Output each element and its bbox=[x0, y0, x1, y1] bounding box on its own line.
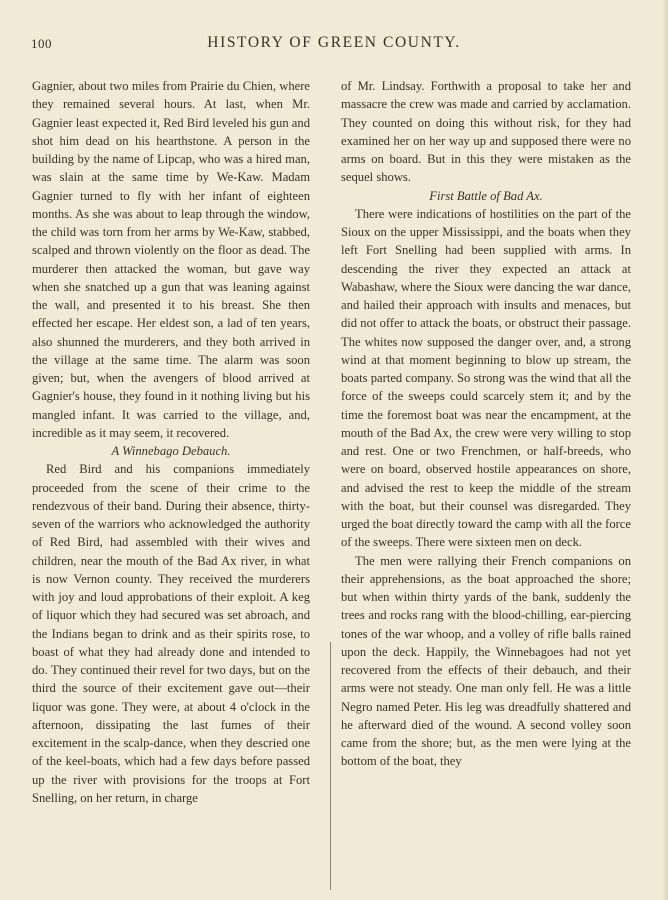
page-edge-shadow bbox=[662, 0, 668, 900]
paragraph: There were indications of hostilities on the part of the Sioux on the upper Mississippi, and the boats when they left Fort Snelling had been supplied with arms. In descending the river they expected an attack at Wabashaw, where the Sioux were dancing the war dance, and hailed their approach with insults and menaces, but did not offer to attack the boats, or obstruct their passage. The whites now supposed the danger over, and, a strong wind at that moment beginning to blow up stream, the boats parted company. So strong was the wind that all the force of the sweeps could scarcely stem it; and by the time the foremost boat was near the encampment, at the mouth of the Bad Ax, the crew were very willing to stop and rest. One or two Frenchmen, or half-breeds, who were on board, observed hostile appearances on shore, and advised the rest to keep the middle of the stream with the boat, but their counsel was disregarded. They urged the boat directly toward the camp with all the force of the sweeps. There were sixteen men on deck. bbox=[341, 206, 631, 550]
running-title: HISTORY OF GREEN COUNTY. bbox=[207, 34, 461, 51]
section-title: A Winnebago Debauch. bbox=[111, 444, 231, 458]
paragraph: Red Bird and his companions immediately proceeded from the scene of their crime to the rendezvous of their band. During their absence, thirty-seven of the warriors who acknowledged the authority of Red Bird, had assembled with their wives and children, near the mouth of the Bad Ax river, in what is now Vernon county. They received the murderers with joy and loud approbations of their exploit. A keg of liquor which they had secured was set abroach, and the Indians began to drink and as their spirits rose, to boast of what they had already done and intended to do. They continued their revel for two days, but on the third the source of their excitement gave out—their liquor was gone. They were, at about 4 o'clock in the afternoon, dissipating the last fumes of their excitement in the scalp-dance, when they descried one of the keel-boats, which had a few days before passed up the river with provisions for the troops at Fort Snelling, on her return, in charge bbox=[32, 462, 310, 805]
left-column bbox=[32, 77, 310, 807]
paragraph: Gagnier, about two miles from Prairie du Chien, where they remained several hours. At last, when Mr. Gagnier least expected it, Red Bird leveled his gun and shot him dead on his hearthstone. A person in the building by the name of Lipcap, who was a hired man, was slain at the same time by We-Kaw. Madam Gagnier turned to fly with her infant of eighteen months. As she was about to leap through the window, the child was torn from her arms by We-Kaw, stabbed, scalped and thrown violently on the floor as dead. The murderer then attacked the woman, but gave way when she snatched up a gun that was leaning against the wall, and presented it to his breast. She then effected her escape. Her eldest son, a lad of ten years, also shunned the murderers, and they both arrived in the village at the same time. The alarm was soon given; but, when the avengers of blood arrived at Gagnier's house, they found in it nothing living but his mangled infant. It was carried to the village, and, incredible as it may seem, it recovered. bbox=[32, 79, 310, 440]
page-number: 100 bbox=[31, 36, 52, 51]
column-divider bbox=[330, 642, 331, 890]
section-title: First Battle of Bad Ax. bbox=[429, 188, 543, 203]
paragraph: of Mr. Lindsay. Forthwith a proposal to take her and massacre the crew was made and carried by acclamation. They counted on doing this without risk, for they had examined her on her way up and supposed there were no arms on board. But in this they were mistaken as the sequel shows. bbox=[341, 79, 631, 185]
right-column bbox=[341, 77, 631, 771]
paragraph: The men were rallying their French companions on their apprehensions, as the boat approached the shore; but when within thirty yards of the bank, suddenly the trees and rocks rang with the blood-chilling, ear-piercing tones of the war whoop, and a volley of rifle balls rained upon the deck. Happily, the Winnebagoes had not yet recovered from the effects of their debauch, and their arms were not steady. One man only fell. He was a little Negro named Peter. His leg was dreadfully shattered and he afterward died of the wound. A second volley soon came from the shore; but, as the men were lying at the bottom of the boat, they bbox=[341, 553, 631, 769]
